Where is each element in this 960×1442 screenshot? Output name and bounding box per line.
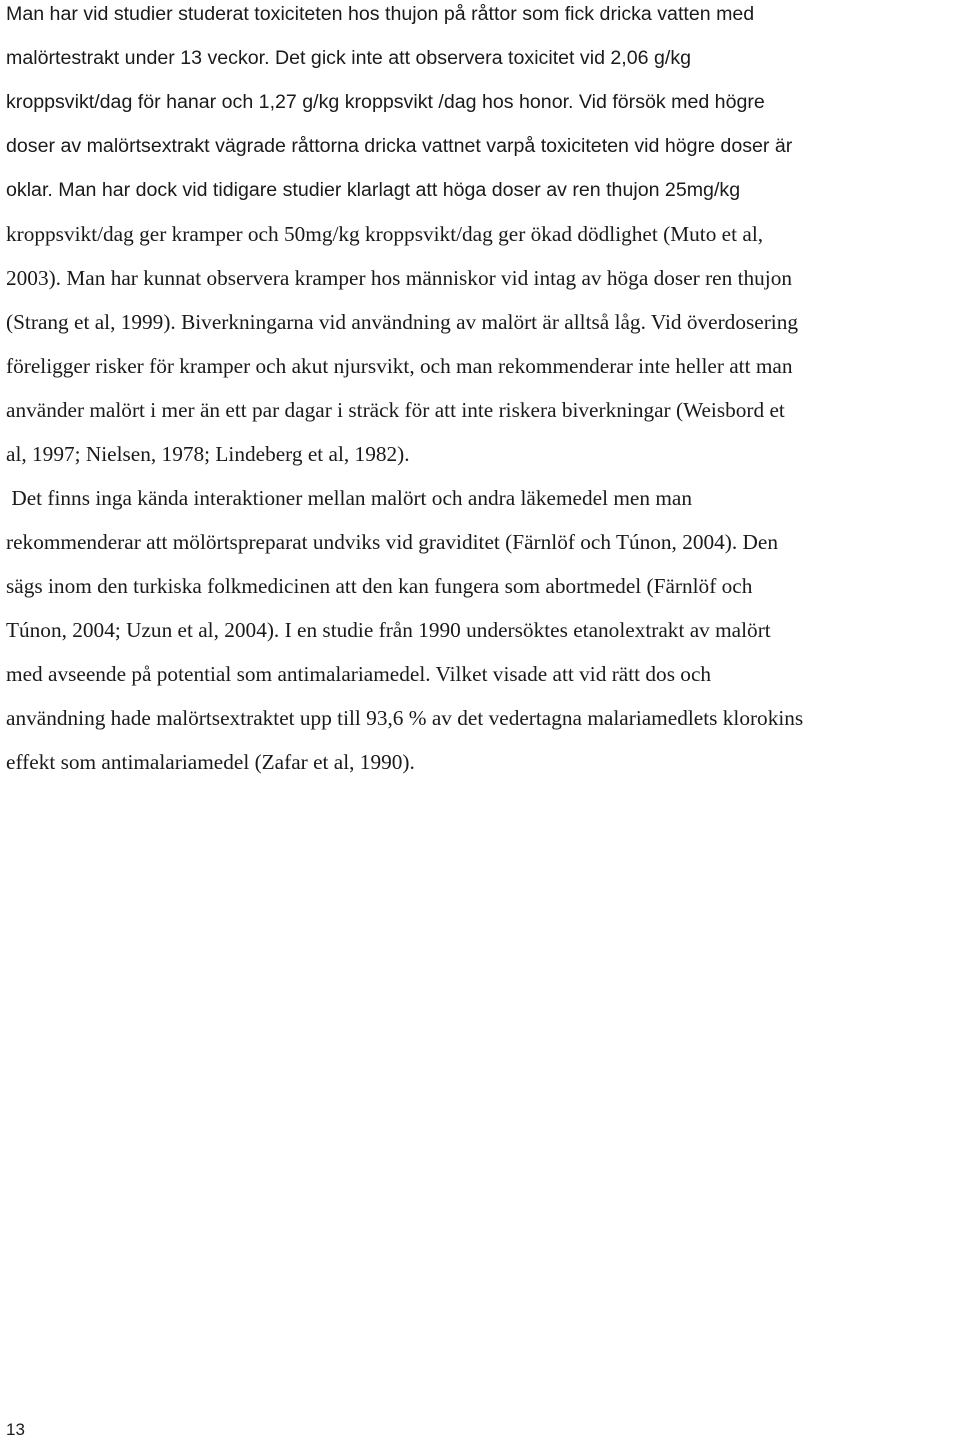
- page-number: 13: [6, 1420, 25, 1439]
- text-line: effekt som antimalariamedel (Zafar et al, 1990).: [6, 750, 415, 774]
- text-line: al, 1997; Nielsen, 1978; Lindeberg et al, 1982).: [6, 442, 410, 466]
- text-line: kroppsvikt/dag ger kramper och 50mg/kg kroppsvikt/dag ger ökad dödlighet (Muto et al,: [6, 222, 764, 246]
- text-line: sägs inom den turkiska folkmedicinen att den kan fungera som abortmedel (Färnlöf och: [6, 574, 753, 598]
- text-line: Túnon, 2004; Uzun et al, 2004). I en studie från 1990 undersöktes etanolextrakt av malört: [6, 618, 771, 642]
- text-line: kroppsvikt/dag för hanar och 1,27 g/kg kroppsvikt /dag hos honor. Vid försök med högre: [6, 91, 765, 113]
- text-line: Det finns inga kända interaktioner mellan malört och andra läkemedel men man: [6, 486, 692, 510]
- text-line: användning hade malörtsextraktet upp till 93,6 % av det vedertagna malariamedlets klorokins: [6, 706, 804, 730]
- text-line: använder malört i mer än ett par dagar i sträck för att inte riskera biverkningar (Weisbord et: [6, 398, 785, 422]
- text-line: (Strang et al, 1999). Biverkningarna vid användning av malört är alltså låg. Vid överdosering: [6, 310, 799, 334]
- text-line: 2003). Man har kunnat observera kramper hos människor vid intag av höga doser ren thujon: [6, 266, 793, 290]
- text-line: med avseende på potential som antimalariamedel. Vilket visade att vid rätt dos och: [6, 662, 712, 686]
- text-line: malörtestrakt under 13 veckor. Det gick inte att observera toxicitet vid 2,06 g/kg: [6, 47, 692, 69]
- text-line: rekommenderar att mölörtspreparat undviks vid graviditet (Färnlöf och Túnon, 2004). Den: [6, 530, 779, 554]
- text-line: doser av malörtsextrakt vägrade råttorna dricka vattnet varpå toxiciteten vid högre doser är: [6, 135, 793, 157]
- text-line: föreligger risker för kramper och akut njursvikt, och man rekommenderar inte heller att man: [6, 354, 793, 378]
- text-line: Man har vid studier studerat toxiciteten hos thujon på råttor som fick dricka vatten med: [6, 3, 755, 25]
- text-line: oklar. Man har dock vid tidigare studier klarlagt att höga doser av ren thujon 25mg/kg: [6, 179, 741, 201]
